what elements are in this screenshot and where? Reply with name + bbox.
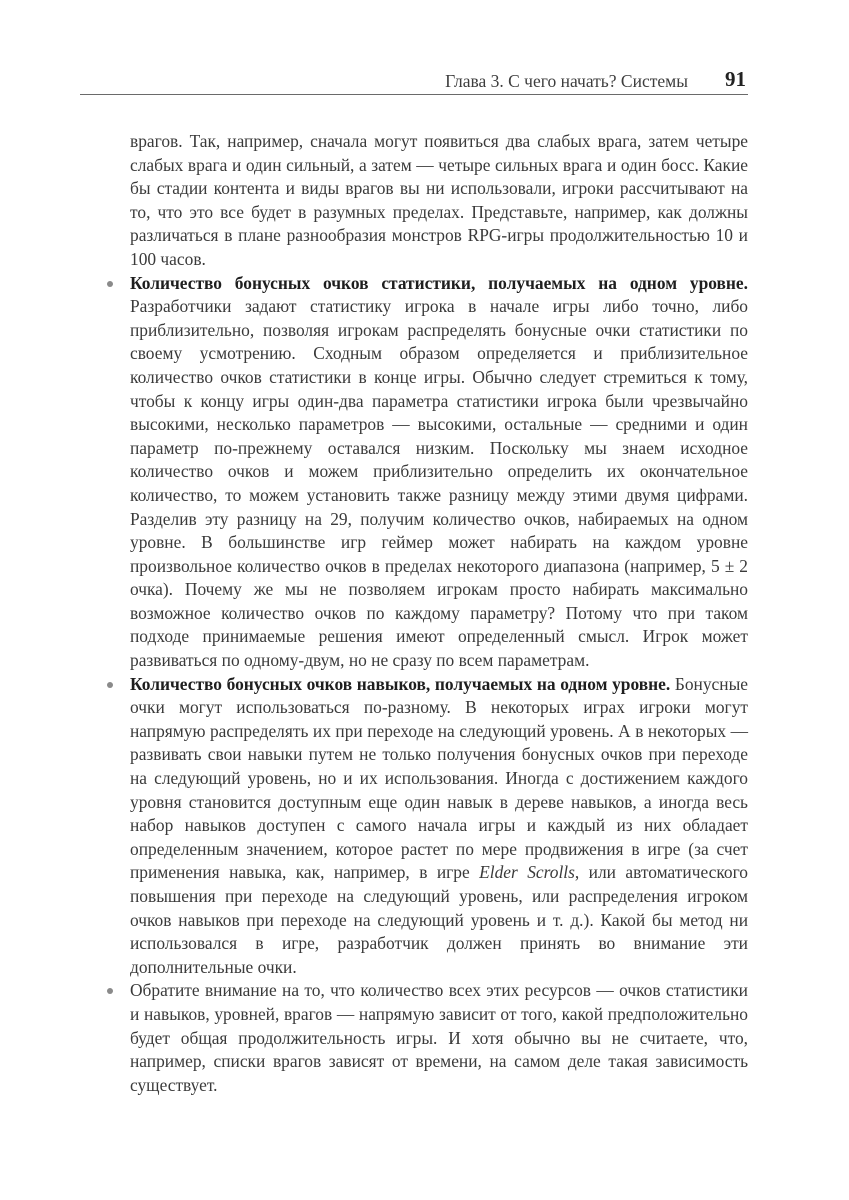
chapter-title: Глава 3. С чего начать? Системы [445, 71, 688, 91]
bullet-text: Обратите внимание на то, что количество всех этих ресурсов — очков статистики и навыков, уровней, врагов — напрямую зависит от того, какой предположительно будет общая продолжительность игры. И хотя обычно вы не считаете, что, например, списки врагов зависят от времени, на самом деле такая зависимость существует. [130, 980, 748, 1095]
bullet-icon [107, 988, 113, 994]
page-number: 91 [725, 67, 746, 91]
body-text [130, 130, 748, 1097]
bullet-heading: Количество бонусных очков статистики, получаемых на одном уровне. [130, 272, 748, 293]
bullet-icon [107, 682, 113, 688]
bullet-icon [107, 281, 113, 287]
bullet-item-resources-note [130, 979, 748, 1097]
intro-paragraph: врагов. Так, например, сначала могут появиться два слабых врага, затем четыре слабых врага и один сильный, а затем — четыре сильных врага и один босс. Какие бы стадии контента и виды врагов вы ни использовали, игроки рассчитывают на то, что это все будет в разумных пределах. Представьте, например, как должны различаться в плане разнообразия монстров RPG-игры продолжительностью 10 и 100 часов. [130, 131, 748, 269]
bullet-text: Разработчики задают статистику игрока в начале игры либо точно, либо приблизительно, позволяя игрокам распределять бонусные очки статистики по своему усмотрению. Сходным образом определяется и приблизительное количество очков статистики в конце игры. Обычно следует стремиться к тому, чтобы к концу игры один-два параметра статистики игрока были чрезвычайно высокими, несколько параметров — высокими, остальные — средними и один параметр по-прежнему оставался низким. Поскольку мы знаем исходное количество очков и можем приблизительно определить их окончательное количество, то можем установить также разницу между этими двумя цифрами. Разделив эту разницу на 29, получим количество очков, набираемых на одном уровне. В большинстве игр геймер может набирать на каждом уровне произвольное количество очков в пределах некоторого диапазона (например, 5 ± 2 очка). Почему же мы не позволяем игрокам просто набирать максимально возможное количество очков по каждому параметру? Потому что при таком подходе принимаемые решения имеют определенный смысл. Игрок может развиваться по одному-двум, но не сразу по всем параметрам. [130, 296, 748, 671]
bullet-heading: Количество бонусных очков навыков, получаемых на одном уровне. [130, 673, 671, 694]
game-title-italic: Elder Scrolls [479, 862, 575, 883]
bullet-item-skill-points [130, 673, 748, 980]
bullet-item-stat-points [130, 272, 748, 673]
bullet-text-continued: , или автоматического повышения при переходе на следующий уровень, или распределения игроком очков навыков при переходе на следующий уровень и т. д.). Какой бы метод ни использовался в игре, разработчик должен принять во внимание эти дополнительные очки. [130, 862, 748, 977]
running-header [80, 66, 748, 95]
bullet-text: Бонусные очки могут использоваться по-разному. В некоторых играх игроки могут напрямую распределять их при переходе на следующий уровень. А в некоторых — развивать свои навыки путем не только получения бонусных очков при переходе на следующий уровень, но и их использования. Иногда с достижением каждого уровня становится доступным еще один навык в дереве навыков, а иногда весь набор навыков доступен с самого начала игры и каждый из них обладает определенным значением, которое растет по мере продвижения в игре (за счет применения навыка, как, например, в игре [130, 673, 748, 883]
